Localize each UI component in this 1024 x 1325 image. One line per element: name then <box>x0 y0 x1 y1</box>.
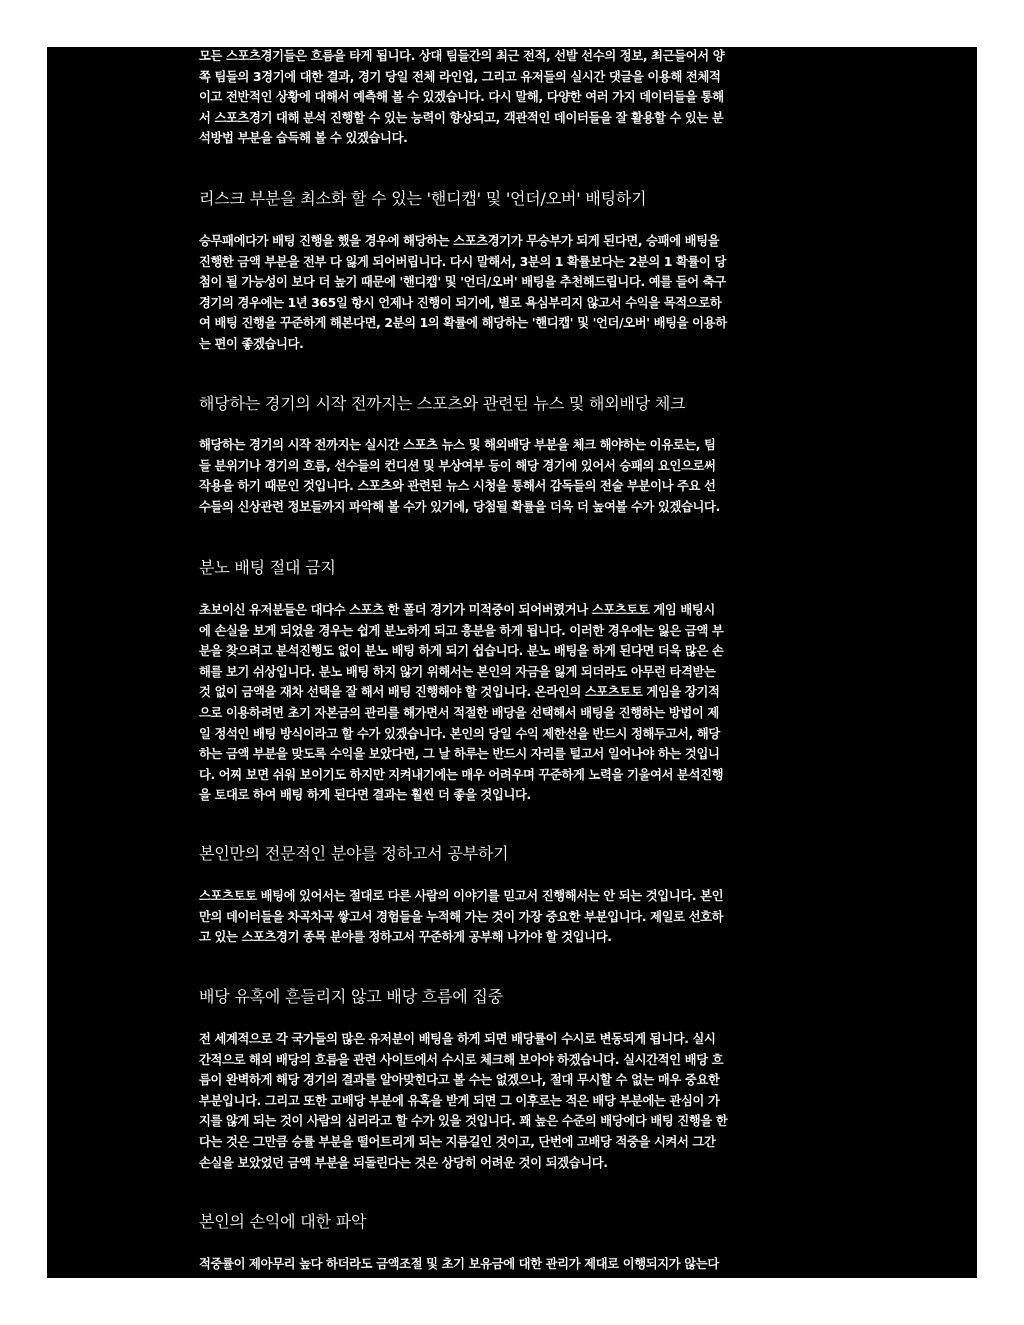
document-page <box>47 47 977 1278</box>
paragraph-line: 간적으로 해외 배당의 흐름을 관련 사이트에서 수시로 체크해 보아야 하겠습니다. 실시간적인 배당 흐 <box>199 1052 724 1067</box>
paragraph-line: 만의 데이터들을 차곡차곡 쌓고서 경험들을 누적해 가는 것이 가장 중요한 부분입니다. 제일로 선호하 <box>199 909 724 924</box>
paragraph-line: 지를 않게 되는 것이 사람의 심리라고 할 수가 있을 것입니다. 꽤 높은 수준의 배당에다 배팅 진행을 한 <box>199 1114 728 1129</box>
paragraph-line: 는 편이 좋겠습니다. <box>199 336 304 351</box>
paragraph-line: 진행한 금액 부분을 전부 다 잃게 되어버립니다. 다시 말해서, 3분의 1 확률보다는 2분의 1 확률이 당 <box>199 254 727 269</box>
paragraph-line: 쪽 팀들의 3경기에 대한 결과, 경기 당일 전체 라인업, 그리고 유저들의 실시간 댓글을 이용해 전체적 <box>199 69 721 84</box>
section-heading-profit-loss: 본인의 손익에 대한 파악 <box>199 1212 367 1231</box>
paragraph-line: 경기의 경우에는 1년 365일 항시 언제나 진행이 되기에, 별로 욕심부리지 않고서 수익을 목적으로하 <box>199 295 722 310</box>
section-paragraph-expertise <box>199 886 723 948</box>
paragraph-line: 다는 것은 그만큼 승률 부분을 떨어트리게 되는 지름길인 것이고, 단번에 고배당 적중을 시켜서 그간 <box>199 1134 716 1149</box>
paragraph-line: 분을 찾으려고 분석진행도 없이 분노 배팅 하게 되기 쉽습니다. 분노 배팅을 하게 된다면 더욱 많은 손 <box>199 644 724 659</box>
paragraph-line: 에 손실을 보게 되었을 경우는 쉽게 분노하게 되고 흥분을 하게 됩니다. 이러한 경우에는 잃은 금액 부 <box>199 623 724 638</box>
paragraph-line: 작용을 하기 때문인 것입니다. 스포츠와 관련된 뉴스 시청을 통해서 감독들의 전술 부분이나 주요 선 <box>199 479 716 494</box>
paragraph-line: 서 스포츠경기 대해 분석 진행할 수 있는 능력이 향상되고, 객관적인 데이터들을 잘 활용할 수 있는 분 <box>199 110 724 125</box>
paragraph-line: 름이 완벽하게 해당 경기의 결과를 알아맞힌다고 볼 수는 없겠으나, 절대 무시할 수 없는 매우 중요한 <box>199 1073 720 1088</box>
paragraph-line: 손실을 보았었던 금액 부분을 되돌린다는 것은 상당히 어려운 것이 되겠습니다. <box>199 1155 608 1170</box>
intro-paragraph <box>199 47 724 149</box>
paragraph-line: 이고 전반적인 상황에 대해서 예측해 볼 수 있겠습니다. 다시 말해, 다양한 여러 가지 데이터들을 통해 <box>199 90 724 105</box>
paragraph-line: 해당하는 경기의 시작 전까지는 실시간 스포츠 뉴스 및 해외배당 부분을 체크 해야하는 이유로는, 팀 <box>199 438 716 452</box>
paragraph-line: 적중률이 제아무리 높다 하더라도 금액조절 및 초기 보유금에 대한 관리가 제대로 이행되지가 않는다 <box>199 1257 719 1271</box>
section-paragraph-profit-loss <box>199 1254 719 1275</box>
paragraph-line: 스포츠토토 배팅에 있어서는 절대로 다른 사람의 이야기를 믿고서 진행해서는 안 되는 것입니다. 본인 <box>199 889 724 903</box>
paragraph-line: 석방법 부분을 습득해 볼 수 있겠습니다. <box>199 131 408 146</box>
paragraph-line: 을 토대로 하여 배팅 하게 된다면 결과는 훨씬 더 좋을 것입니다. <box>199 788 531 803</box>
section-paragraph-handicap <box>199 231 727 355</box>
paragraph-line: 다. 어찌 보면 쉬워 보이기도 하지만 지켜내기에는 매우 어려우며 꾸준하게 노력을 기울여서 분석진행 <box>199 767 724 782</box>
section-heading-news: 해당하는 경기의 시작 전까지는 스포츠와 관련된 뉴스 및 해외배당 체크 <box>199 394 686 413</box>
paragraph-line: 첨이 될 가능성이 보다 더 높기 때문에 '핸디캡' 및 '언더/오버' 배팅을 추천해드립니다. 예를 들어 축구 <box>199 275 726 290</box>
paragraph-line: 전 세계적으로 각 국가들의 많은 유저분이 배팅을 하게 되면 배당률이 수시로 변동되게 됩니다. 실시 <box>199 1032 716 1046</box>
paragraph-line: 고 있는 스포츠경기 종목 분야를 정하고서 꾸준하게 공부해 나가야 할 것입니다. <box>199 930 612 945</box>
paragraph-line: 일 정석인 배팅 방식이라고 할 수가 있겠습니다. 본인의 당일 수익 제한선을 반드시 정해두고서, 해당 <box>199 726 720 741</box>
section-paragraph-news <box>199 435 720 517</box>
paragraph-line: 하는 금액 부분을 맞도록 수익을 보았다면, 그 날 하루는 반드시 자리를 털고서 일어나야 하는 것입니 <box>199 747 720 762</box>
section-heading-anger: 분노 배팅 절대 금지 <box>199 558 336 577</box>
section-heading-handicap: 리스크 부분을 최소화 할 수 있는 '핸디캡' 및 '언더/오버' 배팅하기 <box>199 189 647 208</box>
section-paragraph-anger <box>199 600 723 806</box>
paragraph-line: 으로 이용하려면 초기 자본금의 관리를 해가면서 적절한 배당을 선택해서 배팅을 진행하는 방법이 제 <box>199 705 719 720</box>
section-heading-expertise: 본인만의 전문적인 분야를 정하고서 공부하기 <box>199 844 509 863</box>
paragraph-line: 것 없이 금액을 재차 선택을 잘 해서 배팅 진행해야 할 것입니다. 온라인의 스포츠토토 게임을 장기적 <box>199 685 720 700</box>
paragraph-line: 부분입니다. 그리고 또한 고배당 부분에 유혹을 받게 되면 그 이후로는 적은 배당 부분에는 관심이 가 <box>199 1093 720 1108</box>
paragraph-line: 여 배팅 진행을 꾸준하게 해본다면, 2분의 1의 확률에 해당하는 '핸디캡' 및 '언더/오버' 배팅을 이용하 <box>199 316 727 331</box>
paragraph-line: 승무패에다가 배팅 진행을 했을 경우에 해당하는 스포츠경기가 무승부가 되게 된다면, 승패에 배팅을 <box>199 234 720 248</box>
paragraph-line: 초보이신 유저분들은 대다수 스포츠 한 폴더 경기가 미적중이 되어버렸거나 스포츠토토 게임 배팅시 <box>199 603 715 617</box>
paragraph-line: 수들의 신상관련 정보들까지 파악해 볼 수가 있기에, 당첨될 확률을 더욱 더 높여볼 수가 있겠습니다. <box>199 499 720 514</box>
section-paragraph-odds-flow <box>199 1029 727 1173</box>
paragraph-line: 해를 보기 쉬상입니다. 분노 배팅 하지 않기 위해서는 본인의 자금을 잃게 되더라도 아무런 타격받는 <box>199 664 716 679</box>
paragraph-line: 모든 스포츠경기들은 흐름을 타게 됩니다. 상대 팀들간의 최근 전적, 선발 선수의 정보, 최근들어서 양 <box>199 49 725 63</box>
section-heading-odds-flow: 배당 유혹에 흔들리지 않고 배당 흐름에 집중 <box>199 987 503 1006</box>
paragraph-line: 들 분위기나 경기의 흐름, 선수들의 컨디션 및 부상여부 등이 해당 경기에 있어서 승패의 요인으로써 <box>199 458 716 473</box>
